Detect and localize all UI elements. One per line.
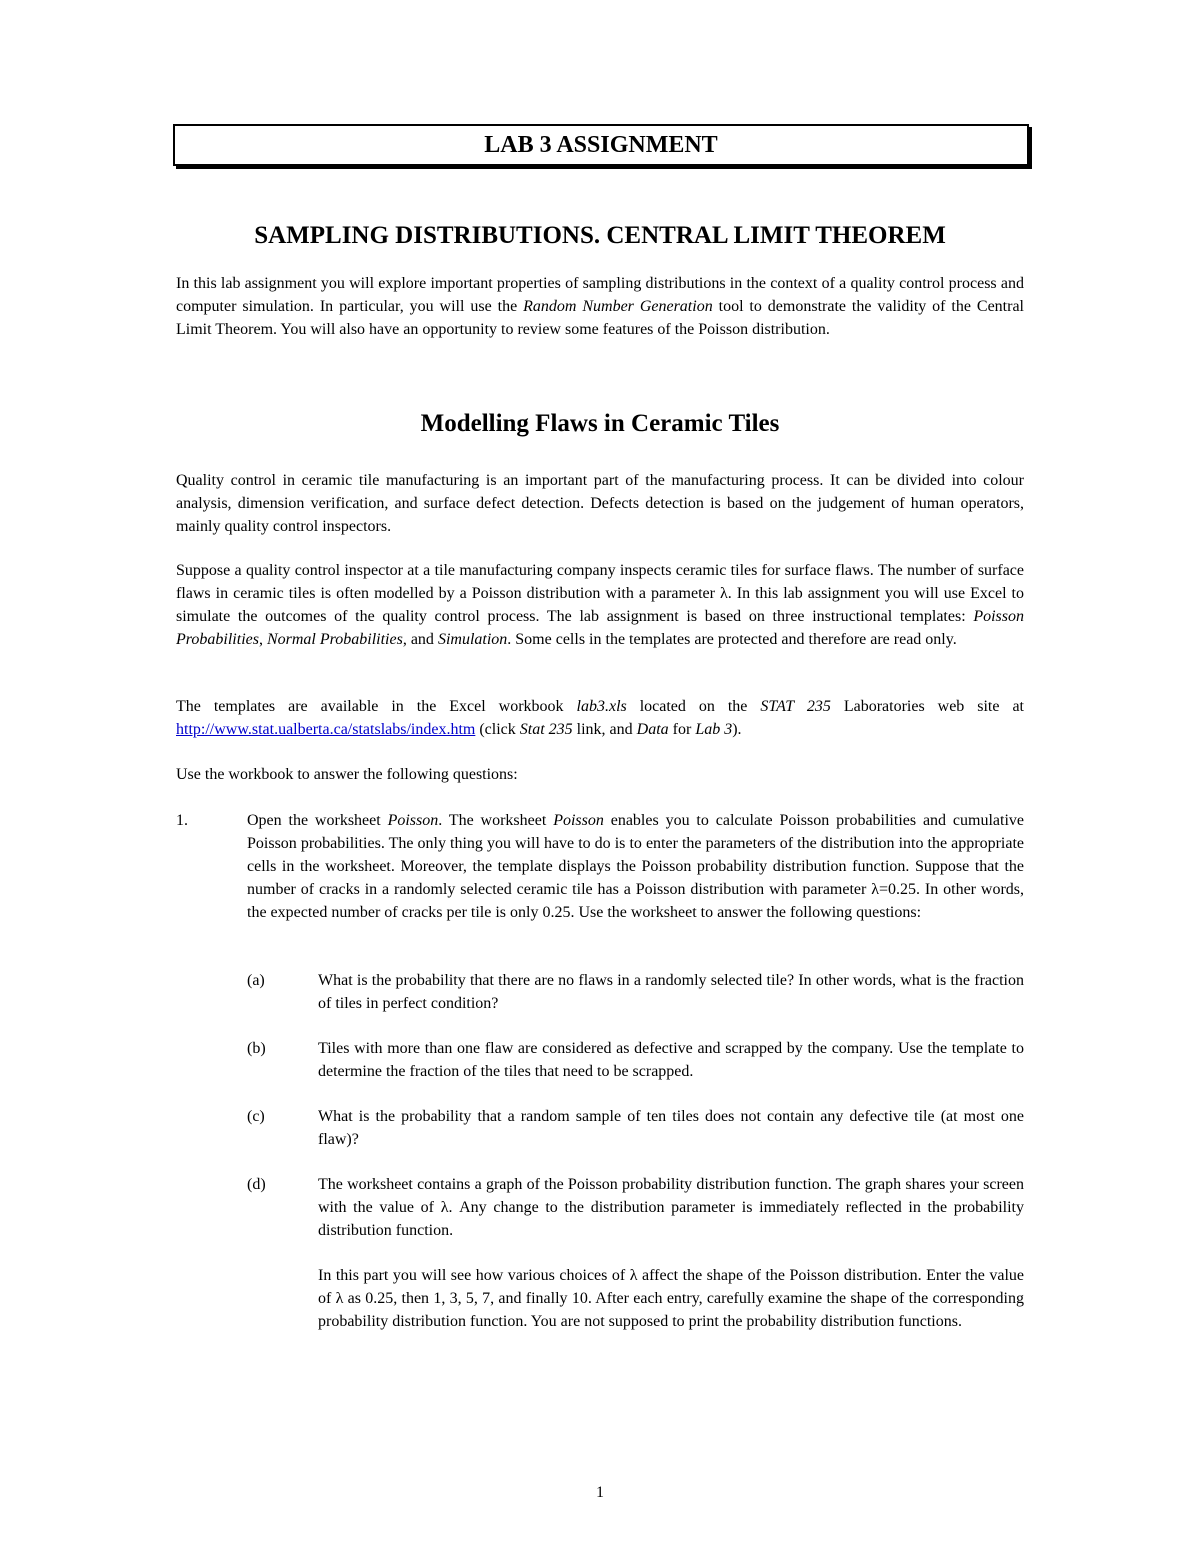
subquestion-text: In this part you will see how various choices of λ affect the shape of the Poisson distribution. Enter the value of λ as 0.25, then 1, 3, 5, 7, and finally 10. After each entry, carefully examine the shape of the corresponding probability distribution function. You are not supposed to print the probability distribution functions. (318, 1267, 1024, 1330)
intro-paragraph: In this lab assignment you will explore important properties of sampling distributions in the context of a quality control process and computer simulation. In particular, you will use the Random Number Generation tool to demonstrate the validity of the Central Limit Theorem. You will also have an opportunity to review some features of the Poisson distribution. (176, 275, 1024, 338)
subquestion-label: (d) (247, 1176, 266, 1193)
quality-control-paragraph: Quality control in ceramic tile manufacturing is an important part of the manufacturing process. It can be divided into colour analysis, dimension verification, and surface defect detection. Defects detection is based on the judgement of human operators, mainly quality control inspectors. (176, 472, 1024, 535)
subquestion-text: The worksheet contains a graph of the Poisson probability distribution function. The graph shares your screen with the value of λ. Any change to the distribution parameter is immediately reflected in the probability distribution function. (318, 1176, 1024, 1239)
labs-website-link[interactable]: http://www.stat.ualberta.ca/statslabs/index.htm (176, 721, 476, 738)
section-heading-flaws: Modelling Flaws in Ceramic Tiles (420, 410, 780, 437)
question-number: 1. (176, 812, 188, 829)
subquestion-text: What is the probability that there are no flaws in a randomly selected tile? In other words, what is the fraction of tiles in perfect condition? (318, 972, 1024, 1012)
page-title: LAB 3 ASSIGNMENT (173, 124, 1029, 166)
workbook-instruction: Use the workbook to answer the following questions: (176, 766, 518, 783)
section-heading-sampling: SAMPLING DISTRIBUTIONS. CENTRAL LIMIT THEOREM (254, 222, 946, 249)
templates-paragraph: The templates are available in the Excel workbook lab3.xls located on the STAT 235 Laboratories web site at http://www.stat.ualberta.ca/statslabs/index.htm (click Stat 235 link, and Data for Lab 3). (176, 698, 1024, 738)
question-1-text: Open the worksheet Poisson. The worksheet Poisson enables you to calculate Poisson probabilities and cumulative Poisson probabilities. The only thing you will have to do is to enter the parameters of the distribution into the appropriate cells in the worksheet. Moreover, the template displays the Poisson probability distribution function. Suppose that the number of cracks in a randomly selected ceramic tile has a Poisson distribution with parameter λ=0.25. In other words, the expected number of cracks per tile is only 0.25. Use the worksheet to answer the following questions: (247, 812, 1025, 921)
subquestion-label: (c) (247, 1108, 265, 1125)
page-number: 1 (596, 1484, 604, 1501)
subquestion-label: (a) (247, 972, 265, 989)
subquestion-text: What is the probability that a random sample of ten tiles does not contain any defective tile (at most one flaw)? (318, 1108, 1024, 1148)
subquestion-text: Tiles with more than one flaw are considered as defective and scrapped by the company. Use the template to determine the fraction of the tiles that need to be scrapped. (318, 1040, 1024, 1080)
subquestion-label: (b) (247, 1040, 266, 1057)
inspector-paragraph: Suppose a quality control inspector at a tile manufacturing company inspects ceramic tiles for surface flaws. The number of surface flaws in ceramic tiles is often modelled by a Poisson distribution with a parameter λ. In this lab assignment you will use Excel to simulate the outcomes of the quality control process. The lab assignment is based on three instructional templates: Poisson Probabilities, Normal Probabilities, and Simulation. Some cells in the templates are protected and therefore are read only. (176, 562, 1024, 648)
